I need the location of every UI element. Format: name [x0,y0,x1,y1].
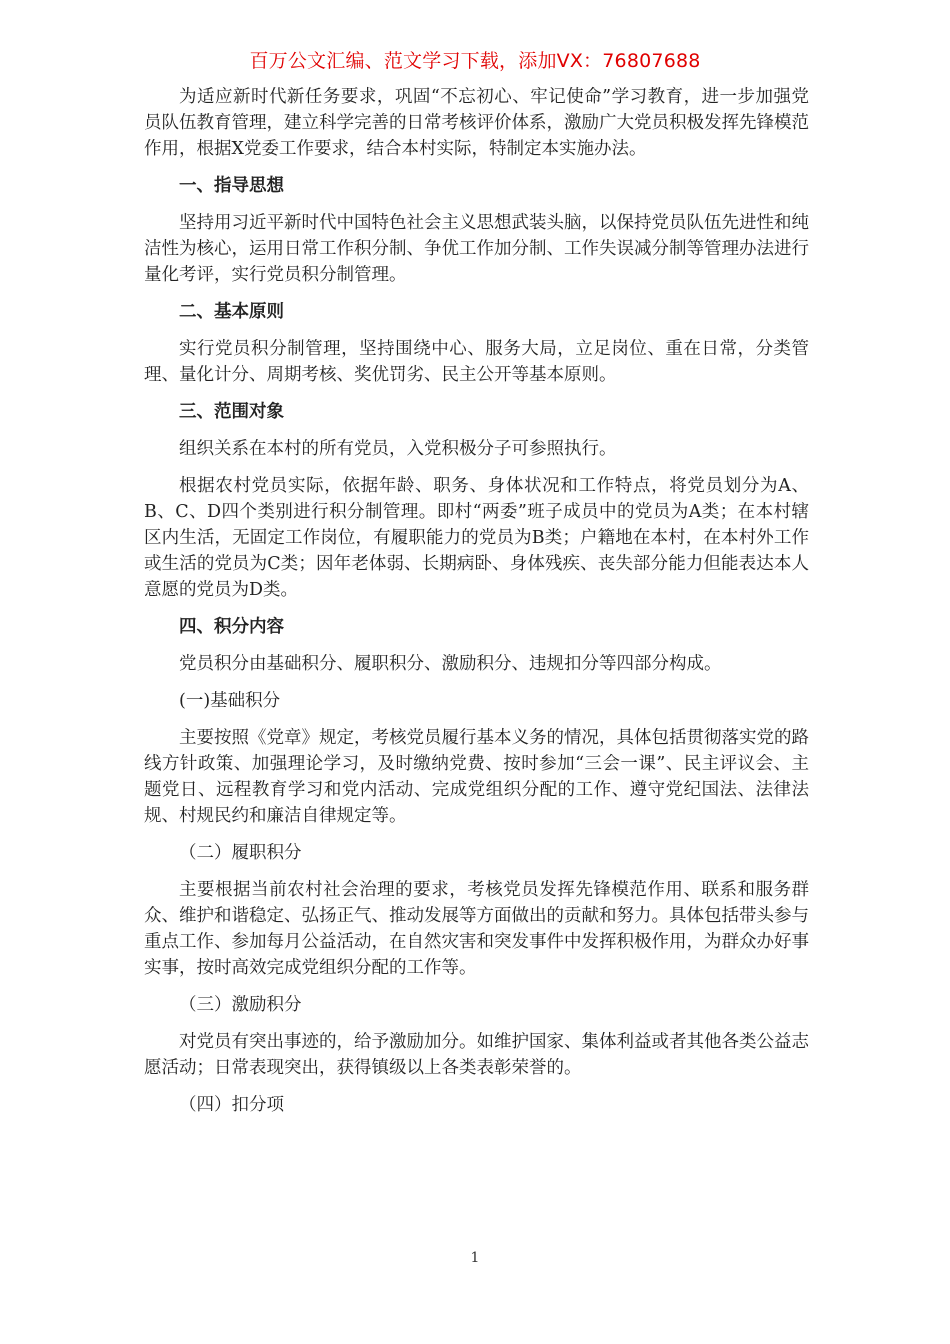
intro-paragraph: 为适应新时代新任务要求，巩固“不忘初心、牢记使命”学习教育，进一步加强党员队伍教育管理，建立科学完善的日常考核评价体系，激励广大党员积极发挥先锋模范作用，根据X党委工作要求，结合本村实际，特制定本实施办法。 [144,87,809,159]
subheading-duty-points: （二）履职积分 [179,843,302,863]
paragraph-basic-principles: 实行党员积分制管理，坚持围绕中心、服务大局，立足岗位、重在日常，分类管理、量化计分、周期考核、奖优罚劣、民主公开等基本原则。 [144,339,809,385]
subheading-deduction-items: （四）扣分项 [179,1095,284,1115]
document-body [144,84,809,1129]
paragraph-scope-1: 组织关系在本村的所有党员，入党积极分子可参照执行。 [179,439,617,459]
paragraph-duty-points: 主要根据当前农村社会治理的要求，考核党员发挥先锋模范作用、联系和服务群众、维护和谐稳定、弘扬正气、推动发展等方面做出的贡献和努力。具体包括带头参与重点工作、参加每月公益活动，在自然灾害和突发事件中发挥积极作用，为群众办好事实事，按时高效完成党组织分配的工作等。 [144,880,809,978]
watermark-header: 百万公文汇编、范文学习下载，添加VX：76807688 [249,50,701,72]
section-heading-scope: 三、范围对象 [179,402,284,422]
section-heading-basic-principles: 二、基本原则 [179,302,284,322]
paragraph-incentive-points: 对党员有突出事迹的，给予激励加分。如维护国家、集体利益或者其他各类公益志愿活动；日常表现突出，获得镇级以上各类表彰荣誉的。 [144,1032,809,1078]
section-heading-guiding-thought: 一、指导思想 [179,176,284,196]
section-heading-points-content: 四、积分内容 [179,617,284,637]
page-number: 1 [470,1250,480,1266]
paragraph-scope-2: 根据农村党员实际，依据年龄、职务、身体状况和工作特点，将党员划分为A、B、C、D四个类别进行积分制管理。即村“两委”班子成员中的党员为A类；在本村辖区内生活，无固定工作岗位，有履职能力的党员为B类；户籍地在本村，在本村外工作或生活的党员为C类；因年老体弱、长期病卧、身体残疾、丧失部分能力但能表达本人意愿的党员为D类。 [144,476,809,600]
subheading-incentive-points: （三）激励积分 [179,995,302,1015]
paragraph-guiding-thought: 坚持用习近平新时代中国特色社会主义思想武装头脑，以保持党员队伍先进性和纯洁性为核心，运用日常工作积分制、争优工作加分制、工作失误减分制等管理办法进行量化考评，实行党员积分制管理。 [144,213,809,285]
paragraph-basic-points: 主要按照《党章》规定，考核党员履行基本义务的情况，具体包括贯彻落实党的路线方针政策、加强理论学习，及时缴纳党费、按时参加“三会一课”、民主评议会、主题党日、远程教育学习和党内活动、完成党组织分配的工作、遵守党纪国法、法律法规、村规民约和廉洁自律规定等。 [144,728,809,826]
subheading-basic-points: (一)基础积分 [179,691,281,711]
paragraph-points-overview: 党员积分由基础积分、履职积分、激励积分、违规扣分等四部分构成。 [179,654,722,674]
